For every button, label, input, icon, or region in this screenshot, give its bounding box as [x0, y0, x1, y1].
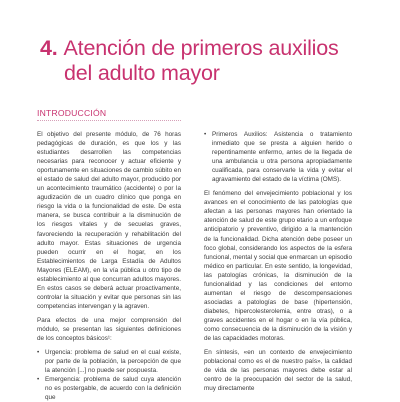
- chapter-title-text-1: Atención de primeros auxilios: [63, 36, 339, 60]
- bullet-marker: •: [37, 376, 40, 384]
- intro-paragraph-1: El objetivo del presente módulo, de 76 horas pedagógicas de duración, es que los y las estudiantes desarrollen las competencias necesarias para reconocer y actuar eficiente y oportunamente en situaciones de cambio súbito en el estado de salud del adulto mayor, producido por un acontecimiento traumático (accidente) o por la agudización de un cuadro clínico que ponga en riesgo la vida o la funcionalidad de este. De esta manera, se busca contribuir a la disminución de los riesgos vitales y de secuelas graves, favoreciendo la recuperación y rehabilitación del adulto mayor. Estas situaciones de urgencia pueden ocurrir en el hogar, en los Establecimientos de Larga Estadía de Adultos Mayores (ELEAM), en la vía pública u otro tipo de establecimiento al que concurran adultos mayores. En estos casos se deberá actuar proactivamente, controlar la situación y evitar que personas sin las competencias intervengan y la agraven.: [37, 131, 181, 310]
- definition-text: Urgencia: problema de salud en el cual existe, por parte de la población, la percepción de que la atención [...] no puede ser pospuesta.: [45, 349, 181, 375]
- definition-item: [37, 348, 181, 375]
- definition-text: Primeros Auxilios: Asistencia o tratamiento inmediato que se presta a alguien herido o repentinamente enfermo, antes de la llegada de una ambulancia u otra persona apropiadamente cualificada, para conservarle la vida y evitar el agravamiento del estado de la víctima (OMS).: [212, 131, 352, 184]
- chapter-title: [40, 36, 380, 86]
- body-paragraph-2: En síntesis, «en un contexto de envejecimiento poblacional como es el de nuestro país», la calidad de vida de las personas mayores debe estar al centro de la preocupación del sector de la salud, muy directamente: [204, 349, 352, 393]
- bullet-marker: •: [204, 131, 207, 138]
- chapter-title-line-1: [40, 36, 380, 61]
- chapter-number: 4.: [40, 36, 58, 60]
- section-divider: [37, 120, 181, 121]
- definition-text: Emergencia: problema de salud cuya atención no es postergable, de acuerdo con la definición que: [45, 376, 181, 402]
- body-paragraph-1: El fenómeno del envejecimiento poblacional y los avances en el conocimiento de las patologías que afectan a las personas mayores han orientado la atención de salud de este grupo etario a un enfoque anticipatorio y preventivo, dirigido a la mantención de la funcionalidad. Dicha atención debe poseer un foco global, considerando los aspectos de la esfera funcional, mental y social que enmarcan un episodio médico en particular. En este sentido, la longevidad, las patologías crónicas, la disminución de la funcionalidad y las condiciones del entorno aumentan el riesgo de descompensaciones asociadas a patologías de base (hipertensión, diabetes, hipercolesterolemia, entre otras), o a graves accidentes en el hogar o en la vía pública, como consecuencia de la disminución de la visión y de las capacidades motoras.: [204, 190, 352, 343]
- chapter-title-text-2: del adulto mayor: [64, 61, 220, 85]
- right-column: [204, 130, 352, 393]
- intro-paragraph-2: Para efectos de una mejor comprensión del módulo, se presentan las siguientes definiciones de los conceptos básicos¹:: [37, 316, 181, 343]
- left-column: [37, 130, 181, 402]
- section-heading: INTRODUCCIÓN: [37, 108, 107, 118]
- definition-item: [37, 375, 181, 402]
- bullet-marker: •: [37, 349, 40, 357]
- definition-item: [204, 130, 352, 184]
